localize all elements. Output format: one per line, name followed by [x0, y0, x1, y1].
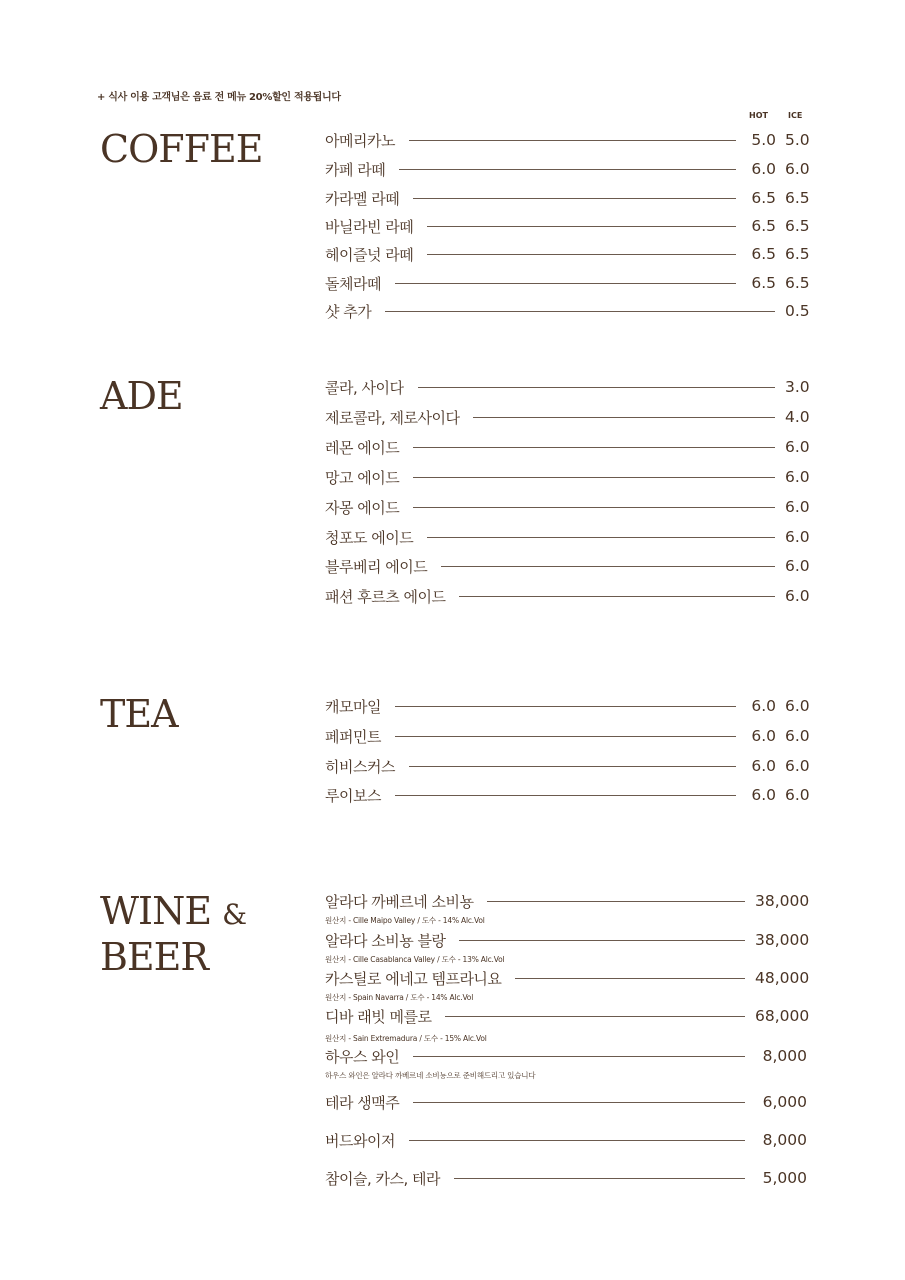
menu-item-row	[325, 1090, 807, 1114]
price: 5,000	[762, 1169, 807, 1187]
price: 8,000	[762, 1131, 807, 1149]
menu-item-row	[325, 1166, 807, 1190]
beer-title-word: BEER	[100, 935, 209, 979]
leader-line	[413, 447, 775, 448]
leader-line	[473, 417, 775, 418]
leader-line	[418, 387, 776, 388]
menu-item-name: 카페 라떼	[325, 160, 386, 179]
price: 68,000	[755, 1007, 810, 1025]
hot-price: 5.0	[751, 131, 776, 149]
ice-price: 6.5	[785, 274, 810, 292]
menu-item-row	[325, 299, 810, 323]
hot-price: 6.0	[751, 757, 776, 775]
leader-line	[413, 507, 775, 508]
menu-item-row	[325, 783, 810, 807]
hot-price: 6.5	[751, 274, 776, 292]
menu-item-name: 테라 생맥주	[325, 1093, 400, 1112]
leader-line	[395, 795, 736, 796]
ice-price: 6.0	[785, 697, 810, 715]
hot-price: 6.0	[751, 727, 776, 745]
price: 6.0	[785, 587, 810, 605]
menu-item-name: 알라다 소비뇽 블랑	[325, 931, 446, 950]
price: 8,000	[762, 1047, 807, 1065]
price: 6,000	[762, 1093, 807, 1111]
ice-price: 6.0	[785, 757, 810, 775]
menu-item-name: 히비스커스	[325, 757, 395, 776]
price: 38,000	[755, 892, 810, 910]
menu-item-row	[325, 554, 810, 578]
wine-origin-note: 원산지 - Sain Extremadura / 도수 - 15% Alc.Vol	[325, 1034, 487, 1043]
menu-item-row	[325, 435, 810, 459]
menu-item-row	[325, 375, 810, 399]
tea-section-title: TEA	[100, 692, 178, 736]
ice-price: 6.0	[785, 727, 810, 745]
leader-line	[413, 1056, 745, 1057]
menu-item-name: 루이보스	[325, 786, 381, 805]
leader-line	[459, 940, 745, 941]
hot-price: 6.5	[751, 217, 776, 235]
house-wine-note: 하우스 와인은 알라다 까베르네 소비뇽으로 준비해드리고 있습니다	[325, 1071, 536, 1080]
leader-line	[459, 596, 775, 597]
menu-item-name: 헤이즐넛 라떼	[325, 245, 414, 264]
wine-title-word: WINE	[100, 889, 212, 933]
hot-price: 6.5	[751, 189, 776, 207]
leader-line	[413, 1102, 745, 1103]
ice-price: 6.5	[785, 245, 810, 263]
menu-item-name: 카스틸로 에네고 템프라니요	[325, 969, 502, 988]
price: 48,000	[755, 969, 810, 987]
menu-item-name: 디바 래빗 메를로	[325, 1007, 432, 1026]
leader-line	[409, 766, 736, 767]
menu-item-name: 참이슬, 카스, 테라	[325, 1169, 441, 1188]
menu-item-row	[325, 1004, 810, 1028]
menu-item-row	[325, 405, 810, 429]
wine-origin-note: 원산지 - Spain Navarra / 도수 - 14% Alc.Vol	[325, 993, 474, 1002]
menu-item-name: 제로콜라, 제로사이다	[325, 408, 460, 427]
leader-line	[385, 311, 775, 312]
ice-price: 5.0	[785, 131, 810, 149]
leader-line	[413, 477, 775, 478]
menu-item-name: 샷 추가	[325, 302, 372, 321]
menu-item-row	[325, 157, 810, 181]
leader-line	[454, 1178, 745, 1179]
price: 4.0	[785, 408, 810, 426]
leader-line	[413, 198, 736, 199]
ice-price: 6.5	[785, 189, 810, 207]
menu-item-row	[325, 694, 810, 718]
menu-item-row	[325, 271, 810, 295]
menu-item-name: 패션 후르츠 에이드	[325, 587, 446, 606]
hot-price: 6.0	[751, 160, 776, 178]
ice-price: 0.5	[785, 302, 810, 320]
leader-line	[395, 706, 736, 707]
menu-item-name: 알라다 까베르네 소비뇽	[325, 892, 474, 911]
menu-item-name: 청포도 에이드	[325, 528, 414, 547]
menu-item-name: 레몬 에이드	[325, 438, 400, 457]
menu-item-name: 블루베리 에이드	[325, 557, 428, 576]
menu-item-name: 돌체라떼	[325, 274, 381, 293]
ice-price: 6.0	[785, 160, 810, 178]
menu-item-row	[325, 214, 810, 238]
price: 3.0	[785, 378, 810, 396]
price: 6.0	[785, 498, 810, 516]
menu-item-row	[325, 242, 810, 266]
discount-notice: + 식사 이용 고객님은 음료 전 메뉴 20%할인 적용됩니다	[97, 92, 341, 103]
leader-line	[409, 1140, 745, 1141]
price: 6.0	[785, 557, 810, 575]
menu-item-name: 콜라, 사이다	[325, 378, 404, 397]
menu-item-row	[325, 525, 810, 549]
menu-item-row	[325, 128, 810, 152]
hot-column-header: HOT	[749, 111, 768, 120]
ade-section-title: ADE	[100, 374, 183, 418]
price: 6.0	[785, 468, 810, 486]
menu-item-name: 버드와이저	[325, 1131, 395, 1150]
menu-item-row	[325, 754, 810, 778]
menu-item-name: 페퍼민트	[325, 727, 381, 746]
leader-line	[427, 254, 736, 255]
leader-line	[445, 1016, 745, 1017]
wine-beer-section-title	[100, 890, 246, 978]
menu-item-row	[325, 186, 810, 210]
menu-item-row	[325, 1128, 807, 1152]
leader-line	[441, 566, 775, 567]
menu-item-row	[325, 584, 810, 608]
menu-item-row	[325, 966, 810, 990]
hot-price: 6.5	[751, 245, 776, 263]
leader-line	[427, 537, 775, 538]
ice-price: 6.5	[785, 217, 810, 235]
ice-price: 6.0	[785, 786, 810, 804]
menu-item-row	[325, 1044, 807, 1068]
leader-line	[515, 978, 745, 979]
menu-item-name: 아메리카노	[325, 131, 395, 150]
menu-item-name: 바닐라빈 라떼	[325, 217, 414, 236]
menu-item-row	[325, 889, 810, 913]
hot-price: 6.0	[751, 697, 776, 715]
leader-line	[409, 140, 736, 141]
wine-origin-note: 원산지 - Cille Casablanca Valley / 도수 - 13% Alc.Vol	[325, 955, 505, 964]
menu-item-name: 망고 에이드	[325, 468, 400, 487]
price: 38,000	[755, 931, 810, 949]
menu-item-row	[325, 928, 810, 952]
menu-item-name: 캐모마일	[325, 697, 381, 716]
price: 6.0	[785, 438, 810, 456]
hot-price: 6.0	[751, 786, 776, 804]
leader-line	[427, 226, 736, 227]
ice-column-header: ICE	[788, 111, 803, 120]
menu-item-name: 자몽 에이드	[325, 498, 400, 517]
wine-origin-note: 원산지 - Cille Maipo Valley / 도수 - 14% Alc.Vol	[325, 916, 485, 925]
menu-item-row	[325, 495, 810, 519]
menu-item-row	[325, 724, 810, 748]
ampersand: &	[222, 898, 247, 931]
leader-line	[395, 283, 736, 284]
coffee-section-title: COFFEE	[100, 127, 263, 171]
leader-line	[487, 901, 745, 902]
menu-item-name: 카라멜 라떼	[325, 189, 400, 208]
price: 6.0	[785, 528, 810, 546]
menu-item-row	[325, 465, 810, 489]
leader-line	[395, 736, 736, 737]
menu-item-name: 하우스 와인	[325, 1047, 400, 1066]
leader-line	[399, 169, 736, 170]
